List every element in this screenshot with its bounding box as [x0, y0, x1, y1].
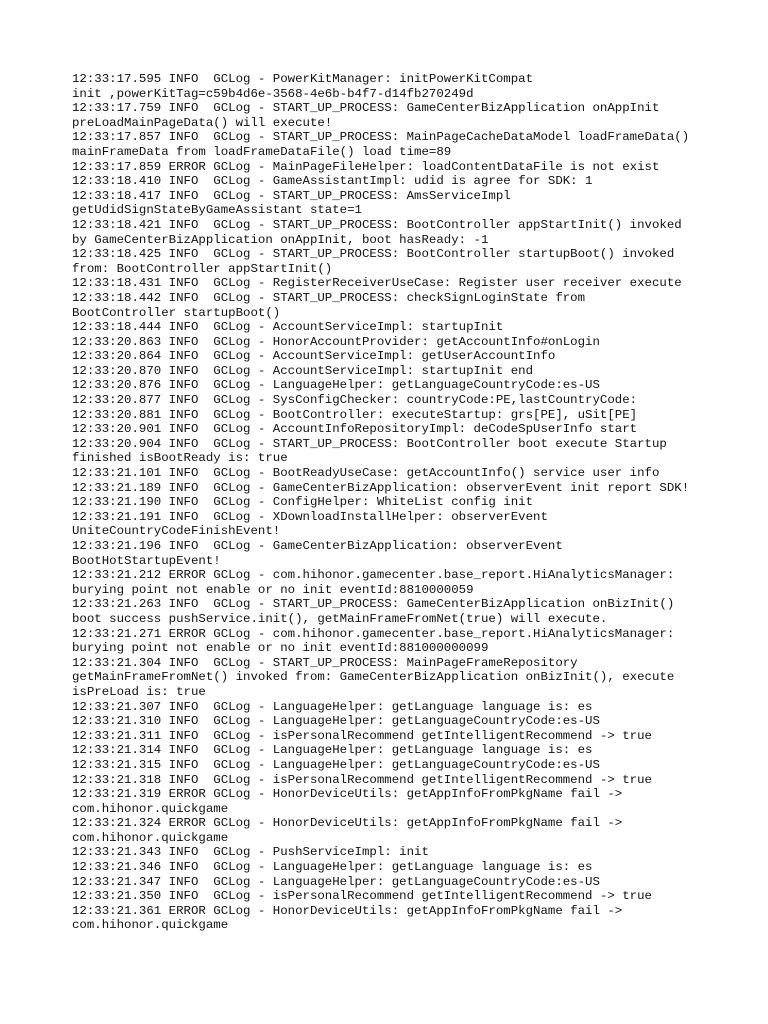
log-line: burying point not enable or no init eventId:881000000099 [72, 641, 489, 656]
log-line: 12:33:21.318 INFO GCLog - isPersonalRecommend getIntelligentRecommend -> true [72, 772, 652, 787]
log-line: 12:33:17.857 INFO GCLog - START_UP_PROCESS: MainPageCacheDataModel loadFrameData() [72, 130, 690, 145]
log-line: finished isBootReady is: true [72, 451, 288, 466]
log-line: 12:33:20.870 INFO GCLog - AccountServiceImpl: startupInit end [72, 363, 534, 378]
log-line: 12:33:21.319 ERROR GCLog - HonorDeviceUtils: getAppInfoFromPkgName fail -> [72, 787, 623, 802]
log-line: getUdidSignStateByGameAssistant state=1 [72, 203, 362, 218]
log-line: 12:33:20.863 INFO GCLog - HonorAccountProvider: getAccountInfo#onLogin [72, 334, 600, 349]
log-line: UniteCountryCodeFinishEvent! [72, 524, 281, 539]
log-line: 12:33:21.314 INFO GCLog - LanguageHelper: getLanguage language is: es [72, 743, 593, 758]
log-line: 12:33:21.346 INFO GCLog - LanguageHelper: getLanguage language is: es [72, 860, 593, 875]
log-line: 12:33:21.189 INFO GCLog - GameCenterBizApplication: observerEvent init report SDK! [72, 480, 690, 495]
log-line: mainFrameData from loadFrameDataFile() load time=89 [72, 144, 452, 159]
log-document [72, 72, 712, 933]
log-line: 12:33:18.421 INFO GCLog - START_UP_PROCESS: BootController appStartInit() invoked [72, 217, 682, 232]
log-line: 12:33:20.904 INFO GCLog - START_UP_PROCESS: BootController boot execute Startup [72, 436, 667, 451]
log-line: 12:33:21.343 INFO GCLog - PushServiceImpl: init [72, 845, 429, 860]
log-line: init ,powerKitTag=c59b4d6e-3568-4e6b-b4f7-d14fb270249d [72, 86, 474, 101]
log-line: 12:33:20.864 INFO GCLog - AccountServiceImpl: getUserAccountInfo [72, 349, 556, 364]
log-line: 12:33:18.417 INFO GCLog - START_UP_PROCESS: AmsServiceImpl [72, 188, 511, 203]
log-line: from: BootController appStartInit() [72, 261, 333, 276]
log-line: by GameCenterBizApplication onAppInit, boot hasReady: -1 [72, 232, 489, 247]
log-line: 12:33:20.901 INFO GCLog - AccountInfoRepositoryImpl: deCodeSpUserInfo start [72, 422, 638, 437]
log-line: 12:33:18.442 INFO GCLog - START_UP_PROCESS: checkSignLoginState from [72, 290, 586, 305]
log-line: 12:33:20.877 INFO GCLog - SysConfigChecker: countryCode:PE,lastCountryCode: [72, 393, 638, 408]
log-line: 12:33:21.324 ERROR GCLog - HonorDeviceUtils: getAppInfoFromPkgName fail -> [72, 816, 623, 831]
log-line: 12:33:21.212 ERROR GCLog - com.hihonor.gamecenter.base_report.HiAnalyticsManager: [72, 568, 675, 583]
log-line: 12:33:21.191 INFO GCLog - XDownloadInstallHelper: observerEvent [72, 509, 548, 524]
log-line: 12:33:20.876 INFO GCLog - LanguageHelper: getLanguageCountryCode:es-US [72, 378, 600, 393]
log-line: preLoadMainPageData() will execute! [72, 115, 333, 130]
log-line: isPreLoad is: true [72, 684, 206, 699]
log-line: 12:33:21.271 ERROR GCLog - com.hihonor.gamecenter.base_report.HiAnalyticsManager: [72, 626, 675, 641]
log-line: 12:33:21.304 INFO GCLog - START_UP_PROCESS: MainPageFrameRepository [72, 655, 578, 670]
log-line: 12:33:18.444 INFO GCLog - AccountServiceImpl: startupInit [72, 320, 504, 335]
log-line: com.hihonor.quickgame [72, 801, 229, 816]
log-line: 12:33:21.263 INFO GCLog - START_UP_PROCESS: GameCenterBizApplication onBizInit() [72, 597, 675, 612]
log-line: 12:33:17.595 INFO GCLog - PowerKitManager: initPowerKitCompat [72, 72, 534, 86]
log-line: 12:33:21.101 INFO GCLog - BootReadyUseCase: getAccountInfo() service user info [72, 466, 660, 481]
log-line: getMainFrameFromNet() invoked from: GameCenterBizApplication onBizInit(), execute [72, 670, 675, 685]
log-line: 12:33:21.347 INFO GCLog - LanguageHelper: getLanguageCountryCode:es-US [72, 874, 600, 889]
log-line: 12:33:21.315 INFO GCLog - LanguageHelper: getLanguageCountryCode:es-US [72, 757, 600, 772]
log-line: BootController startupBoot() [72, 305, 281, 320]
log-line: 12:33:17.759 INFO GCLog - START_UP_PROCESS: GameCenterBizApplication onAppInit [72, 101, 660, 116]
log-line: 12:33:21.310 INFO GCLog - LanguageHelper: getLanguageCountryCode:es-US [72, 714, 600, 729]
log-line: 12:33:18.431 INFO GCLog - RegisterReceiverUseCase: Register user receiver execute [72, 276, 682, 291]
log-line: 12:33:21.311 INFO GCLog - isPersonalRecommend getIntelligentRecommend -> true [72, 728, 652, 743]
log-line: 12:33:21.190 INFO GCLog - ConfigHelper: WhiteList config init [72, 495, 534, 510]
log-line: 12:33:20.881 INFO GCLog - BootController: executeStartup: grs[PE], uSit[PE] [72, 407, 638, 422]
log-line: com.hihonor.quickgame [72, 830, 229, 845]
log-lines-list [72, 72, 712, 933]
log-line: 12:33:21.307 INFO GCLog - LanguageHelper: getLanguage language is: es [72, 699, 593, 714]
log-line: boot success pushService.init(), getMainFrameFromNet(true) will execute. [72, 611, 608, 626]
log-line: com.hihonor.quickgame [72, 918, 229, 933]
log-line: 12:33:21.196 INFO GCLog - GameCenterBizApplication: observerEvent [72, 539, 563, 553]
log-line: 12:33:21.350 INFO GCLog - isPersonalRecommend getIntelligentRecommend -> true [72, 889, 652, 904]
log-line: BootHotStartupEvent! [72, 553, 221, 568]
log-line: 12:33:17.859 ERROR GCLog - MainPageFileHelper: loadContentDataFile is not exist [72, 159, 660, 174]
log-line: 12:33:21.361 ERROR GCLog - HonorDeviceUtils: getAppInfoFromPkgName fail -> [72, 903, 623, 918]
log-line: 12:33:18.425 INFO GCLog - START_UP_PROCESS: BootController startupBoot() invoked [72, 247, 675, 262]
log-line: burying point not enable or no init eventId:8810000059 [72, 582, 474, 597]
log-line: 12:33:18.410 INFO GCLog - GameAssistantImpl: udid is agree for SDK: 1 [72, 174, 593, 189]
